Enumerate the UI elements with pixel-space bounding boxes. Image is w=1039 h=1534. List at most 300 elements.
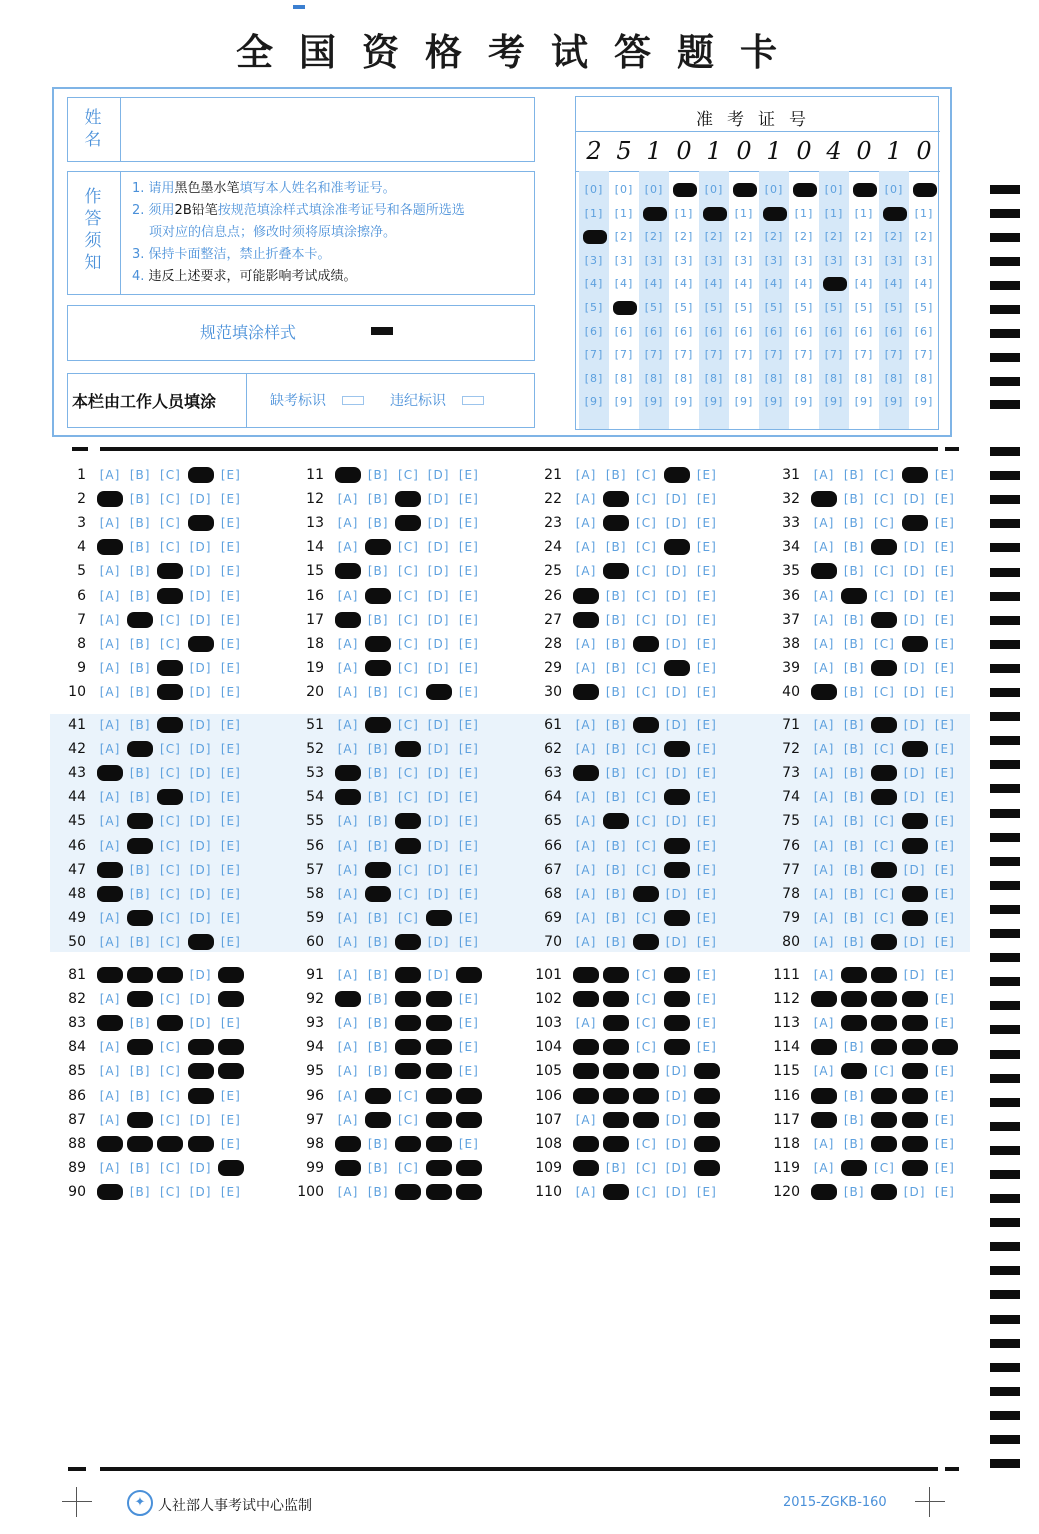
answer-bubble[interactable]: [A] bbox=[813, 636, 835, 651]
answer-bubble[interactable]: [E] bbox=[696, 814, 717, 829]
answer-bubble[interactable]: [C] bbox=[160, 516, 181, 531]
answer-bubble[interactable]: [A] bbox=[813, 814, 835, 829]
answer-bubble[interactable]: [B] bbox=[843, 564, 865, 579]
answer-bubble-filled[interactable] bbox=[902, 991, 928, 1007]
answer-bubble[interactable]: [D] bbox=[665, 1184, 688, 1199]
answer-bubble[interactable]: [B] bbox=[843, 540, 865, 555]
answer-bubble[interactable]: [C] bbox=[636, 660, 657, 675]
answer-bubble[interactable]: [A] bbox=[575, 564, 597, 579]
answer-bubble-filled[interactable] bbox=[902, 1015, 928, 1031]
admission-bubble[interactable]: [6] bbox=[884, 324, 904, 338]
answer-bubble-filled[interactable] bbox=[426, 1136, 452, 1152]
answer-bubble[interactable]: [D] bbox=[427, 968, 450, 982]
answer-bubble[interactable]: [D] bbox=[665, 492, 688, 507]
answer-bubble[interactable]: [A] bbox=[813, 742, 835, 757]
admission-bubble[interactable]: [9] bbox=[764, 395, 784, 409]
admission-bubble[interactable]: [5] bbox=[884, 301, 904, 314]
answer-bubble-filled[interactable] bbox=[127, 1112, 153, 1128]
answer-bubble[interactable]: [A] bbox=[575, 910, 597, 925]
admission-bubble[interactable]: [8] bbox=[644, 371, 664, 385]
answer-bubble-filled[interactable] bbox=[335, 1136, 361, 1152]
answer-bubble[interactable]: [C] bbox=[160, 862, 181, 877]
answer-bubble[interactable]: [E] bbox=[458, 684, 479, 699]
answer-bubble[interactable]: [B] bbox=[367, 910, 389, 925]
answer-bubble[interactable]: [D] bbox=[427, 814, 450, 829]
answer-bubble[interactable]: [D] bbox=[189, 612, 212, 627]
answer-bubble[interactable]: [D] bbox=[665, 1160, 688, 1175]
answer-bubble[interactable]: [A] bbox=[575, 814, 597, 829]
answer-bubble[interactable]: [A] bbox=[99, 516, 121, 531]
admission-bubble[interactable]: [3] bbox=[644, 253, 664, 267]
answer-bubble[interactable]: [B] bbox=[367, 1136, 389, 1151]
answer-bubble-filled[interactable] bbox=[573, 1063, 599, 1079]
answer-bubble[interactable]: [D] bbox=[665, 1112, 688, 1127]
admission-bubble[interactable]: [5] bbox=[914, 301, 934, 314]
answer-bubble[interactable]: [A] bbox=[813, 718, 835, 732]
answer-bubble-filled[interactable] bbox=[871, 1039, 897, 1055]
answer-bubble[interactable]: [C] bbox=[398, 886, 419, 901]
answer-bubble[interactable]: [A] bbox=[337, 934, 359, 949]
answer-bubble[interactable]: [D] bbox=[427, 660, 450, 675]
answer-bubble[interactable]: [E] bbox=[696, 564, 717, 579]
answer-bubble[interactable]: [D] bbox=[427, 588, 450, 603]
answer-bubble-filled[interactable] bbox=[157, 789, 183, 805]
answer-bubble[interactable]: [E] bbox=[458, 1016, 479, 1031]
answer-bubble-filled[interactable] bbox=[871, 1136, 897, 1152]
answer-bubble[interactable]: [E] bbox=[696, 718, 717, 732]
answer-bubble[interactable]: [E] bbox=[220, 492, 241, 507]
answer-bubble-filled[interactable] bbox=[811, 1112, 837, 1128]
answer-bubble[interactable]: [D] bbox=[903, 1184, 926, 1199]
answer-bubble[interactable]: [A] bbox=[99, 636, 121, 651]
answer-bubble-filled[interactable] bbox=[811, 563, 837, 579]
admission-bubble[interactable]: [0] bbox=[884, 183, 904, 196]
answer-bubble-filled[interactable] bbox=[811, 991, 837, 1007]
answer-bubble[interactable]: [C] bbox=[874, 910, 895, 925]
answer-bubble[interactable]: [D] bbox=[903, 862, 926, 877]
answer-bubble[interactable]: [A] bbox=[99, 934, 121, 949]
answer-bubble[interactable]: [E] bbox=[934, 790, 955, 805]
answer-bubble[interactable]: [E] bbox=[934, 1136, 955, 1151]
answer-bubble[interactable]: [B] bbox=[129, 660, 151, 675]
answer-bubble[interactable]: [D] bbox=[189, 968, 212, 982]
answer-bubble[interactable]: [A] bbox=[99, 910, 121, 925]
answer-bubble[interactable]: [D] bbox=[189, 1016, 212, 1031]
answer-bubble[interactable]: [E] bbox=[458, 718, 479, 732]
admission-bubble[interactable]: [6] bbox=[644, 324, 664, 338]
admission-bubble[interactable]: [7] bbox=[704, 348, 724, 362]
answer-bubble[interactable]: [D] bbox=[427, 564, 450, 579]
admission-bubble[interactable]: [1] bbox=[824, 206, 844, 220]
answer-bubble[interactable]: [C] bbox=[398, 540, 419, 555]
answer-bubble-filled[interactable] bbox=[97, 1136, 123, 1152]
answer-bubble[interactable]: [C] bbox=[636, 814, 657, 829]
answer-bubble-filled[interactable] bbox=[633, 717, 659, 733]
answer-bubble-filled[interactable] bbox=[811, 1184, 837, 1200]
answer-bubble-filled[interactable] bbox=[395, 1184, 421, 1200]
answer-bubble[interactable]: [B] bbox=[367, 838, 389, 853]
answer-bubble[interactable]: [A] bbox=[575, 1016, 597, 1031]
answer-bubble[interactable]: [B] bbox=[367, 1064, 389, 1079]
answer-bubble-filled[interactable] bbox=[395, 515, 421, 531]
answer-bubble-filled[interactable] bbox=[365, 588, 391, 604]
answer-bubble[interactable]: [A] bbox=[813, 838, 835, 853]
answer-bubble[interactable]: [B] bbox=[605, 1160, 627, 1175]
admission-bubble[interactable]: [4] bbox=[854, 277, 874, 291]
admission-bubble[interactable]: [4] bbox=[884, 277, 904, 291]
answer-bubble[interactable]: [A] bbox=[337, 1064, 359, 1079]
answer-bubble-filled[interactable] bbox=[811, 1039, 837, 1055]
answer-bubble[interactable]: [A] bbox=[575, 468, 597, 482]
answer-bubble[interactable]: [D] bbox=[189, 718, 212, 732]
answer-bubble[interactable]: [D] bbox=[665, 934, 688, 949]
answer-bubble[interactable]: [A] bbox=[99, 718, 121, 732]
admission-bubble[interactable]: [8] bbox=[884, 371, 904, 385]
answer-bubble[interactable]: [E] bbox=[696, 492, 717, 507]
answer-bubble[interactable]: [C] bbox=[636, 1016, 657, 1031]
answer-bubble[interactable]: [E] bbox=[934, 766, 955, 781]
answer-bubble-filled[interactable] bbox=[157, 588, 183, 604]
answer-bubble[interactable]: [E] bbox=[220, 838, 241, 853]
admission-bubble-filled[interactable] bbox=[643, 207, 667, 221]
answer-bubble-filled[interactable] bbox=[97, 539, 123, 555]
admission-bubble[interactable]: [3] bbox=[794, 253, 814, 267]
answer-bubble-filled[interactable] bbox=[871, 967, 897, 983]
admission-bubble[interactable]: [2] bbox=[734, 230, 754, 244]
answer-bubble[interactable]: [C] bbox=[160, 766, 181, 781]
answer-bubble[interactable]: [B] bbox=[367, 742, 389, 757]
answer-bubble[interactable]: [A] bbox=[813, 1136, 835, 1151]
answer-bubble[interactable]: [A] bbox=[813, 588, 835, 603]
answer-bubble[interactable]: [D] bbox=[665, 886, 688, 901]
answer-bubble-filled[interactable] bbox=[603, 1015, 629, 1031]
answer-bubble[interactable]: [E] bbox=[696, 468, 717, 482]
answer-bubble[interactable]: [E] bbox=[220, 814, 241, 829]
admission-bubble[interactable]: [3] bbox=[914, 253, 934, 267]
admission-bubble[interactable]: [7] bbox=[674, 348, 694, 362]
answer-bubble-filled[interactable] bbox=[841, 1063, 867, 1079]
answer-bubble-filled[interactable] bbox=[127, 741, 153, 757]
answer-bubble-filled[interactable] bbox=[426, 1063, 452, 1079]
answer-bubble[interactable]: [A] bbox=[337, 1088, 359, 1103]
answer-bubble[interactable]: [E] bbox=[696, 838, 717, 853]
answer-bubble[interactable]: [B] bbox=[367, 492, 389, 507]
answer-bubble-filled[interactable] bbox=[127, 991, 153, 1007]
answer-bubble[interactable]: [A] bbox=[99, 1040, 121, 1055]
answer-bubble-filled[interactable] bbox=[871, 862, 897, 878]
answer-bubble[interactable]: [B] bbox=[367, 1016, 389, 1031]
answer-bubble[interactable]: [D] bbox=[427, 766, 450, 781]
answer-bubble-filled[interactable] bbox=[157, 717, 183, 733]
answer-bubble[interactable]: [C] bbox=[874, 636, 895, 651]
answer-bubble[interactable]: [E] bbox=[220, 1016, 241, 1031]
answer-bubble[interactable]: [D] bbox=[903, 588, 926, 603]
admission-bubble[interactable]: [9] bbox=[824, 395, 844, 409]
answer-bubble[interactable]: [D] bbox=[903, 540, 926, 555]
answer-bubble[interactable]: [C] bbox=[874, 564, 895, 579]
answer-bubble-filled[interactable] bbox=[633, 1063, 659, 1079]
answer-bubble[interactable]: [E] bbox=[934, 838, 955, 853]
answer-bubble[interactable]: [E] bbox=[934, 468, 955, 482]
answer-bubble-filled[interactable] bbox=[603, 563, 629, 579]
answer-bubble[interactable]: [A] bbox=[99, 660, 121, 675]
answer-bubble-filled[interactable] bbox=[426, 991, 452, 1007]
answer-bubble[interactable]: [A] bbox=[575, 742, 597, 757]
admission-bubble[interactable]: [4] bbox=[764, 277, 784, 291]
answer-bubble[interactable]: [A] bbox=[813, 1160, 835, 1175]
answer-bubble[interactable]: [B] bbox=[129, 516, 151, 531]
answer-bubble-filled[interactable] bbox=[395, 1039, 421, 1055]
answer-bubble[interactable]: [D] bbox=[665, 766, 688, 781]
admission-bubble[interactable]: [1] bbox=[674, 206, 694, 220]
admission-bubble[interactable]: [5] bbox=[764, 301, 784, 314]
admission-bubble[interactable]: [3] bbox=[824, 253, 844, 267]
answer-bubble-filled[interactable] bbox=[335, 789, 361, 805]
answer-bubble-filled[interactable] bbox=[573, 1136, 599, 1152]
answer-bubble[interactable]: [B] bbox=[129, 468, 151, 482]
admission-bubble[interactable]: [6] bbox=[764, 324, 784, 338]
answer-bubble[interactable]: [D] bbox=[665, 814, 688, 829]
answer-bubble[interactable]: [B] bbox=[843, 934, 865, 949]
answer-bubble[interactable]: [A] bbox=[99, 742, 121, 757]
answer-bubble-filled[interactable] bbox=[365, 1088, 391, 1104]
answer-bubble[interactable]: [D] bbox=[189, 1184, 212, 1199]
answer-bubble-filled[interactable] bbox=[456, 1160, 482, 1176]
answer-bubble-filled[interactable] bbox=[97, 967, 123, 983]
answer-bubble[interactable]: [D] bbox=[427, 838, 450, 853]
answer-bubble[interactable]: [A] bbox=[813, 766, 835, 781]
answer-bubble[interactable]: [D] bbox=[427, 934, 450, 949]
answer-bubble[interactable]: [C] bbox=[398, 910, 419, 925]
answer-bubble[interactable]: [B] bbox=[843, 718, 865, 732]
answer-bubble-filled[interactable] bbox=[902, 515, 928, 531]
answer-bubble[interactable]: [B] bbox=[605, 934, 627, 949]
answer-bubble[interactable]: [B] bbox=[843, 684, 865, 699]
admission-bubble[interactable]: [1] bbox=[854, 206, 874, 220]
answer-bubble-filled[interactable] bbox=[902, 1088, 928, 1104]
answer-bubble-filled[interactable] bbox=[573, 967, 599, 983]
admission-bubble[interactable]: [9] bbox=[794, 395, 814, 409]
answer-bubble[interactable]: [D] bbox=[903, 934, 926, 949]
answer-bubble[interactable]: [C] bbox=[874, 742, 895, 757]
answer-bubble[interactable]: [E] bbox=[934, 1064, 955, 1079]
answer-bubble-filled[interactable] bbox=[426, 1015, 452, 1031]
answer-bubble[interactable]: [C] bbox=[160, 910, 181, 925]
admission-bubble[interactable]: [4] bbox=[734, 277, 754, 291]
answer-bubble[interactable]: [A] bbox=[813, 612, 835, 627]
answer-bubble[interactable]: [D] bbox=[427, 886, 450, 901]
answer-bubble[interactable]: [A] bbox=[813, 468, 835, 482]
admission-bubble-filled[interactable] bbox=[583, 230, 607, 244]
answer-bubble[interactable]: [E] bbox=[696, 1184, 717, 1199]
answer-bubble-filled[interactable] bbox=[871, 991, 897, 1007]
answer-bubble-filled[interactable] bbox=[841, 588, 867, 604]
answer-bubble-filled[interactable] bbox=[603, 1112, 629, 1128]
answer-bubble-filled[interactable] bbox=[426, 910, 452, 926]
answer-bubble[interactable]: [A] bbox=[99, 1064, 121, 1079]
answer-bubble[interactable]: [B] bbox=[605, 910, 627, 925]
answer-bubble[interactable]: [C] bbox=[636, 492, 657, 507]
answer-bubble[interactable]: [C] bbox=[636, 910, 657, 925]
admission-bubble[interactable]: [0] bbox=[584, 183, 604, 196]
answer-bubble[interactable]: [D] bbox=[427, 790, 450, 805]
answer-bubble[interactable]: [E] bbox=[458, 588, 479, 603]
answer-bubble[interactable]: [B] bbox=[605, 718, 627, 732]
answer-bubble-filled[interactable] bbox=[603, 1184, 629, 1200]
answer-bubble[interactable]: [D] bbox=[665, 516, 688, 531]
answer-bubble[interactable]: [E] bbox=[458, 516, 479, 531]
admission-bubble[interactable]: [8] bbox=[614, 371, 634, 385]
answer-bubble[interactable]: [D] bbox=[427, 516, 450, 531]
answer-bubble[interactable]: [A] bbox=[575, 660, 597, 675]
answer-bubble-filled[interactable] bbox=[603, 1088, 629, 1104]
answer-bubble[interactable]: [C] bbox=[636, 588, 657, 603]
admission-bubble[interactable]: [7] bbox=[854, 348, 874, 362]
admission-bubble[interactable]: [2] bbox=[794, 230, 814, 244]
admission-bubble-filled[interactable] bbox=[883, 207, 907, 221]
answer-bubble[interactable]: [E] bbox=[458, 612, 479, 627]
admission-bubble[interactable]: [3] bbox=[614, 253, 634, 267]
answer-bubble[interactable]: [B] bbox=[605, 790, 627, 805]
answer-bubble[interactable]: [B] bbox=[129, 886, 151, 901]
admission-bubble[interactable]: [5] bbox=[644, 301, 664, 314]
admission-bubble[interactable]: [5] bbox=[704, 301, 724, 314]
answer-bubble[interactable]: [B] bbox=[843, 790, 865, 805]
admission-bubble[interactable]: [2] bbox=[854, 230, 874, 244]
answer-bubble[interactable]: [E] bbox=[220, 612, 241, 627]
answer-bubble[interactable]: [B] bbox=[843, 612, 865, 627]
answer-bubble[interactable]: [D] bbox=[665, 684, 688, 699]
answer-bubble[interactable]: [E] bbox=[696, 862, 717, 877]
answer-bubble[interactable]: [C] bbox=[160, 992, 181, 1007]
answer-bubble[interactable]: [C] bbox=[398, 564, 419, 579]
admission-bubble[interactable]: [8] bbox=[584, 371, 604, 385]
answer-bubble[interactable]: [C] bbox=[160, 1160, 181, 1175]
answer-bubble-filled[interactable] bbox=[871, 717, 897, 733]
admission-bubble[interactable]: [3] bbox=[884, 253, 904, 267]
answer-bubble[interactable]: [C] bbox=[636, 684, 657, 699]
answer-bubble-filled[interactable] bbox=[188, 1039, 214, 1055]
answer-bubble-filled[interactable] bbox=[218, 967, 244, 983]
admission-bubble[interactable]: [1] bbox=[914, 206, 934, 220]
answer-bubble[interactable]: [D] bbox=[189, 742, 212, 757]
admission-bubble[interactable]: [0] bbox=[644, 183, 664, 196]
answer-bubble[interactable]: [A] bbox=[337, 684, 359, 699]
answer-bubble[interactable]: [B] bbox=[843, 516, 865, 531]
answer-bubble[interactable]: [B] bbox=[367, 934, 389, 949]
answer-bubble[interactable]: [E] bbox=[696, 886, 717, 901]
answer-bubble[interactable]: [A] bbox=[813, 1016, 835, 1031]
answer-bubble[interactable]: [D] bbox=[427, 540, 450, 555]
admission-bubble[interactable]: [7] bbox=[764, 348, 784, 362]
answer-bubble[interactable]: [B] bbox=[843, 1112, 865, 1127]
admission-bubble[interactable]: [3] bbox=[704, 253, 724, 267]
answer-bubble[interactable]: [E] bbox=[220, 540, 241, 555]
answer-bubble[interactable]: [A] bbox=[575, 718, 597, 732]
answer-bubble[interactable]: [D] bbox=[665, 588, 688, 603]
answer-bubble[interactable]: [C] bbox=[160, 492, 181, 507]
answer-bubble[interactable]: [A] bbox=[99, 1088, 121, 1103]
answer-bubble[interactable]: [B] bbox=[129, 636, 151, 651]
answer-bubble[interactable]: [B] bbox=[367, 468, 389, 482]
answer-bubble[interactable]: [E] bbox=[696, 684, 717, 699]
answer-bubble[interactable]: [D] bbox=[189, 992, 212, 1007]
answer-bubble-filled[interactable] bbox=[188, 515, 214, 531]
answer-bubble-filled[interactable] bbox=[664, 991, 690, 1007]
answer-bubble[interactable]: [C] bbox=[398, 1088, 419, 1103]
answer-bubble[interactable]: [E] bbox=[220, 862, 241, 877]
answer-bubble[interactable]: [E] bbox=[458, 910, 479, 925]
answer-bubble-filled[interactable] bbox=[871, 539, 897, 555]
answer-bubble[interactable]: [C] bbox=[636, 1160, 657, 1175]
answer-bubble[interactable]: [C] bbox=[874, 492, 895, 507]
answer-bubble-filled[interactable] bbox=[871, 1184, 897, 1200]
answer-bubble-filled[interactable] bbox=[97, 1015, 123, 1031]
admission-bubble[interactable]: [7] bbox=[824, 348, 844, 362]
answer-bubble-filled[interactable] bbox=[188, 1136, 214, 1152]
answer-bubble[interactable]: [B] bbox=[129, 862, 151, 877]
answer-bubble[interactable]: [A] bbox=[99, 992, 121, 1007]
answer-bubble[interactable]: [B] bbox=[605, 838, 627, 853]
answer-bubble[interactable]: [C] bbox=[160, 934, 181, 949]
answer-bubble[interactable]: [A] bbox=[337, 862, 359, 877]
answer-bubble[interactable]: [B] bbox=[605, 862, 627, 877]
answer-bubble[interactable]: [C] bbox=[398, 862, 419, 877]
answer-bubble-filled[interactable] bbox=[811, 684, 837, 700]
answer-bubble[interactable]: [C] bbox=[398, 588, 419, 603]
answer-bubble[interactable]: [A] bbox=[337, 1040, 359, 1055]
answer-bubble[interactable]: [E] bbox=[220, 718, 241, 732]
answer-bubble-filled[interactable] bbox=[157, 563, 183, 579]
answer-bubble[interactable]: [E] bbox=[458, 1136, 479, 1151]
answer-bubble[interactable]: [E] bbox=[934, 1160, 955, 1175]
answer-bubble[interactable]: [C] bbox=[160, 886, 181, 901]
answer-bubble[interactable]: [B] bbox=[843, 766, 865, 781]
answer-bubble-filled[interactable] bbox=[664, 1039, 690, 1055]
admission-bubble[interactable]: [2] bbox=[674, 230, 694, 244]
answer-bubble[interactable]: [C] bbox=[874, 516, 895, 531]
answer-bubble[interactable]: [B] bbox=[129, 684, 151, 699]
answer-bubble[interactable]: [A] bbox=[99, 588, 121, 603]
answer-bubble[interactable]: [E] bbox=[458, 886, 479, 901]
answer-bubble-filled[interactable] bbox=[395, 1015, 421, 1031]
answer-bubble-filled[interactable] bbox=[664, 789, 690, 805]
absent-checkbox[interactable] bbox=[342, 396, 364, 405]
answer-bubble[interactable]: [A] bbox=[813, 968, 835, 982]
admission-bubble[interactable]: [9] bbox=[914, 395, 934, 409]
answer-bubble-filled[interactable] bbox=[664, 539, 690, 555]
answer-bubble[interactable]: [E] bbox=[934, 910, 955, 925]
answer-bubble[interactable]: [A] bbox=[575, 636, 597, 651]
answer-bubble-filled[interactable] bbox=[633, 934, 659, 950]
answer-bubble[interactable]: [C] bbox=[874, 588, 895, 603]
answer-bubble[interactable]: [E] bbox=[696, 910, 717, 925]
answer-bubble[interactable]: [B] bbox=[843, 862, 865, 877]
answer-bubble[interactable]: [A] bbox=[99, 790, 121, 805]
answer-bubble[interactable]: [E] bbox=[220, 886, 241, 901]
answer-bubble-filled[interactable] bbox=[157, 1136, 183, 1152]
answer-bubble[interactable]: [A] bbox=[337, 1184, 359, 1199]
answer-bubble-filled[interactable] bbox=[127, 967, 153, 983]
answer-bubble-filled[interactable] bbox=[694, 1136, 720, 1152]
answer-bubble[interactable]: [E] bbox=[458, 564, 479, 579]
admission-bubble[interactable]: [6] bbox=[584, 324, 604, 338]
answer-bubble[interactable]: [E] bbox=[934, 540, 955, 555]
answer-bubble-filled[interactable] bbox=[335, 765, 361, 781]
answer-bubble[interactable]: [B] bbox=[129, 588, 151, 603]
answer-bubble[interactable]: [A] bbox=[575, 492, 597, 507]
answer-bubble[interactable]: [D] bbox=[665, 1088, 688, 1103]
